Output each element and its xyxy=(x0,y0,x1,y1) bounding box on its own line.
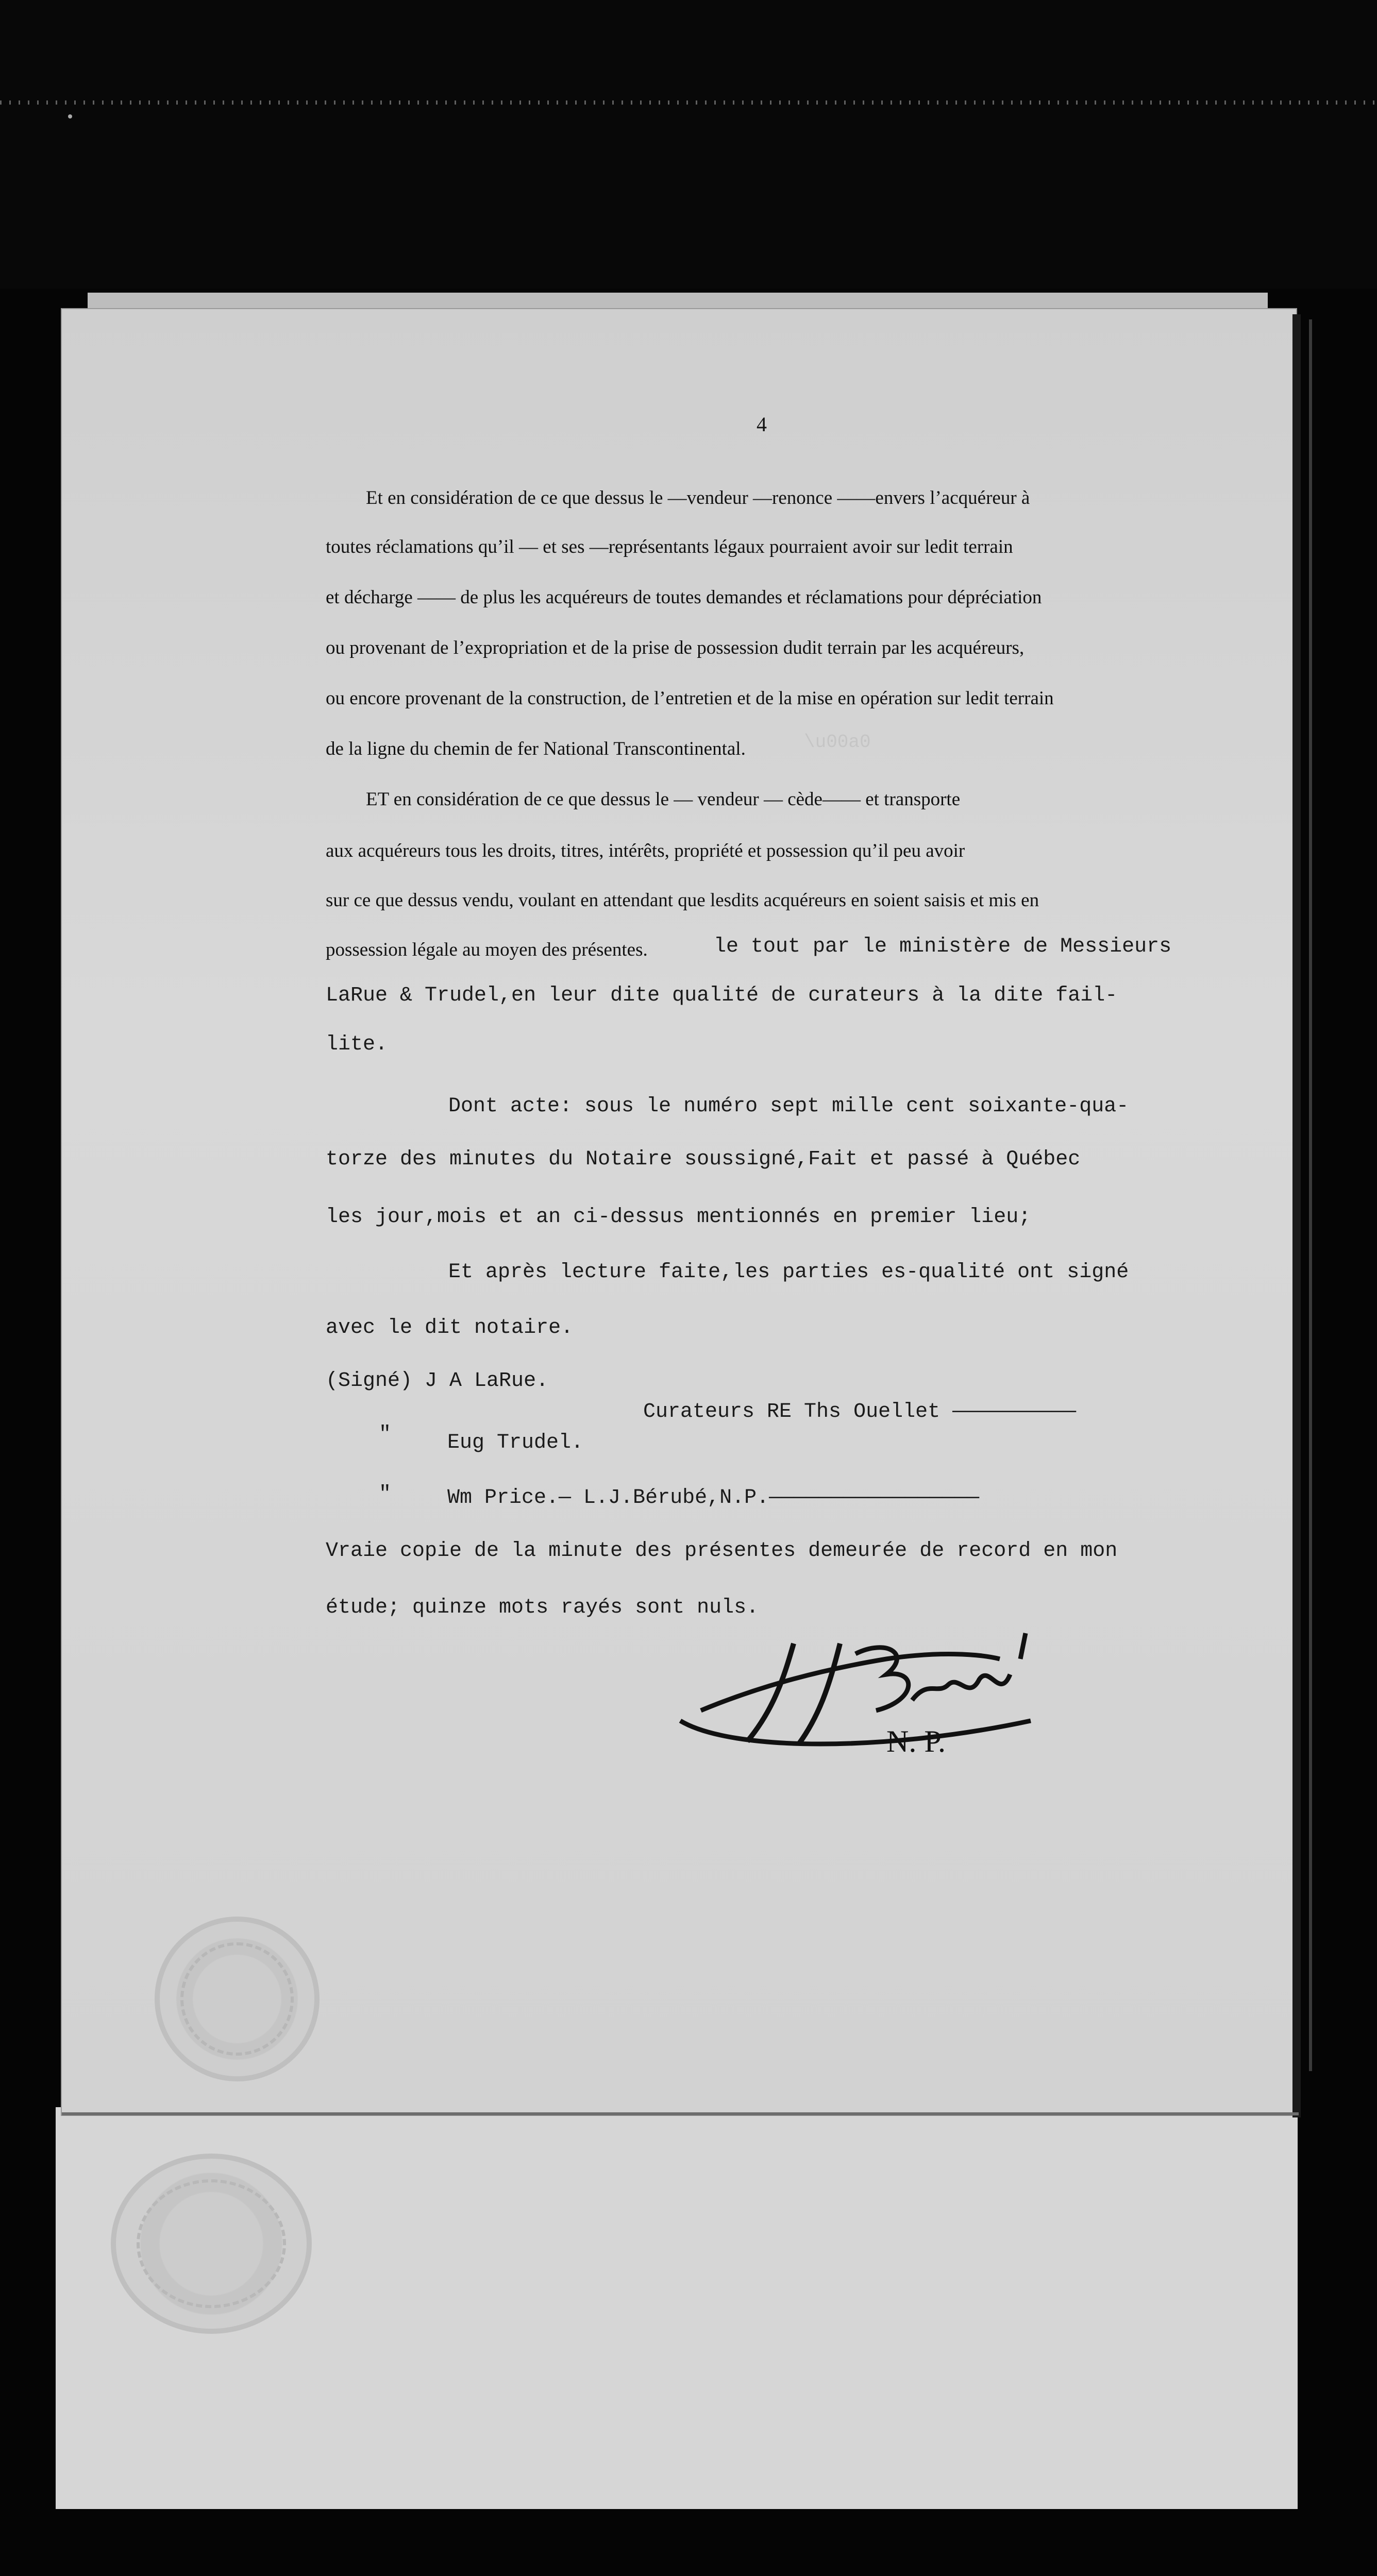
typed-line: avec le dit notaire. xyxy=(326,1316,574,1340)
paragraph-line: et décharge —— de plus les acquéreurs de toutes demandes et réclamations pour dépréciation xyxy=(326,587,1042,608)
page-edge xyxy=(88,293,1268,311)
signed-price-berube: Wm Price.— L.J.Bérubé,N.P.————————————————— xyxy=(447,1486,980,1510)
typed-line: torze des minutes du Notaire soussigné,Fait et passé à Québec xyxy=(326,1148,1081,1171)
notary-seal-bottom xyxy=(111,2154,312,2334)
film-perforation-marks xyxy=(0,100,1377,105)
typed-line: Et après lecture faite,les parties es-qualité ont signé xyxy=(448,1261,1129,1284)
paragraph-line: de la ligne du chemin de fer National Transcontinental. xyxy=(326,738,746,759)
paragraph-line: aux acquéreurs tous les droits, titres, intérêts, propriété et possession qu’il peu avoir xyxy=(326,840,965,861)
typed-line: LaRue & Trudel,en leur dite qualité de curateurs à la dite fail- xyxy=(326,984,1118,1007)
paragraph-line: toutes réclamations qu’il — et ses —représentants légaux pourraient avoir sur ledit terrain xyxy=(326,536,1013,557)
paragraph-line: ou encore provenant de la construction, de l’entretien et de la mise en opération sur ledit terrain xyxy=(326,688,1054,709)
paragraph-line: ou provenant de l’expropriation et de la prise de possession dudit terrain par les acquéreurs, xyxy=(326,637,1025,658)
notary-signature xyxy=(670,1623,1082,1757)
svg-text:N. P.: N. P. xyxy=(886,1724,946,1757)
typed-line: les jour,mois et an ci-dessus mentionnés en premier lieu; xyxy=(326,1206,1031,1229)
typed-continuation: le tout par le ministère de Messieurs xyxy=(714,935,1172,958)
bleed-through-text: \u00a0 xyxy=(804,732,871,753)
certification-line: Vraie copie de la minute des présentes demeurée de record en mon xyxy=(326,1539,1118,1563)
paragraph-line: Et en considération de ce que dessus le —vendeur —renonce ——envers l’acquéreur à xyxy=(366,487,1030,509)
page-number: 4 xyxy=(757,413,767,436)
typed-line: lite. xyxy=(326,1033,388,1056)
binding-edge xyxy=(1292,314,1301,2117)
binding-edge-inner xyxy=(1309,319,1312,2071)
film-margin-top xyxy=(0,0,1377,289)
paragraph-line: sur ce que dessus vendu, voulant en attendant que lesdits acquéreurs en soient saisis et mis en xyxy=(326,890,1039,911)
typed-line: Dont acte: sous le numéro sept mille cent soixante-qua- xyxy=(448,1095,1129,1118)
ditto-mark: " xyxy=(379,1423,392,1446)
paragraph-line: ET en considération de ce que dessus le — vendeur — cède—— et transporte xyxy=(366,789,961,810)
notary-seal-top xyxy=(155,1917,320,2081)
signed-larue: (Signé) J A LaRue. xyxy=(326,1369,549,1393)
page-fold xyxy=(62,2112,1299,2115)
certification-line: étude; quinze mots rayés sont nuls. xyxy=(326,1596,759,1619)
film-mark xyxy=(68,114,72,118)
paragraph-line: possession légale au moyen des présentes. xyxy=(326,939,648,960)
curateurs-line: Curateurs RE Ths Ouellet —————————— xyxy=(643,1400,1077,1423)
ditto-mark: " xyxy=(379,1483,392,1506)
signed-trudel: Eug Trudel. xyxy=(447,1431,584,1454)
